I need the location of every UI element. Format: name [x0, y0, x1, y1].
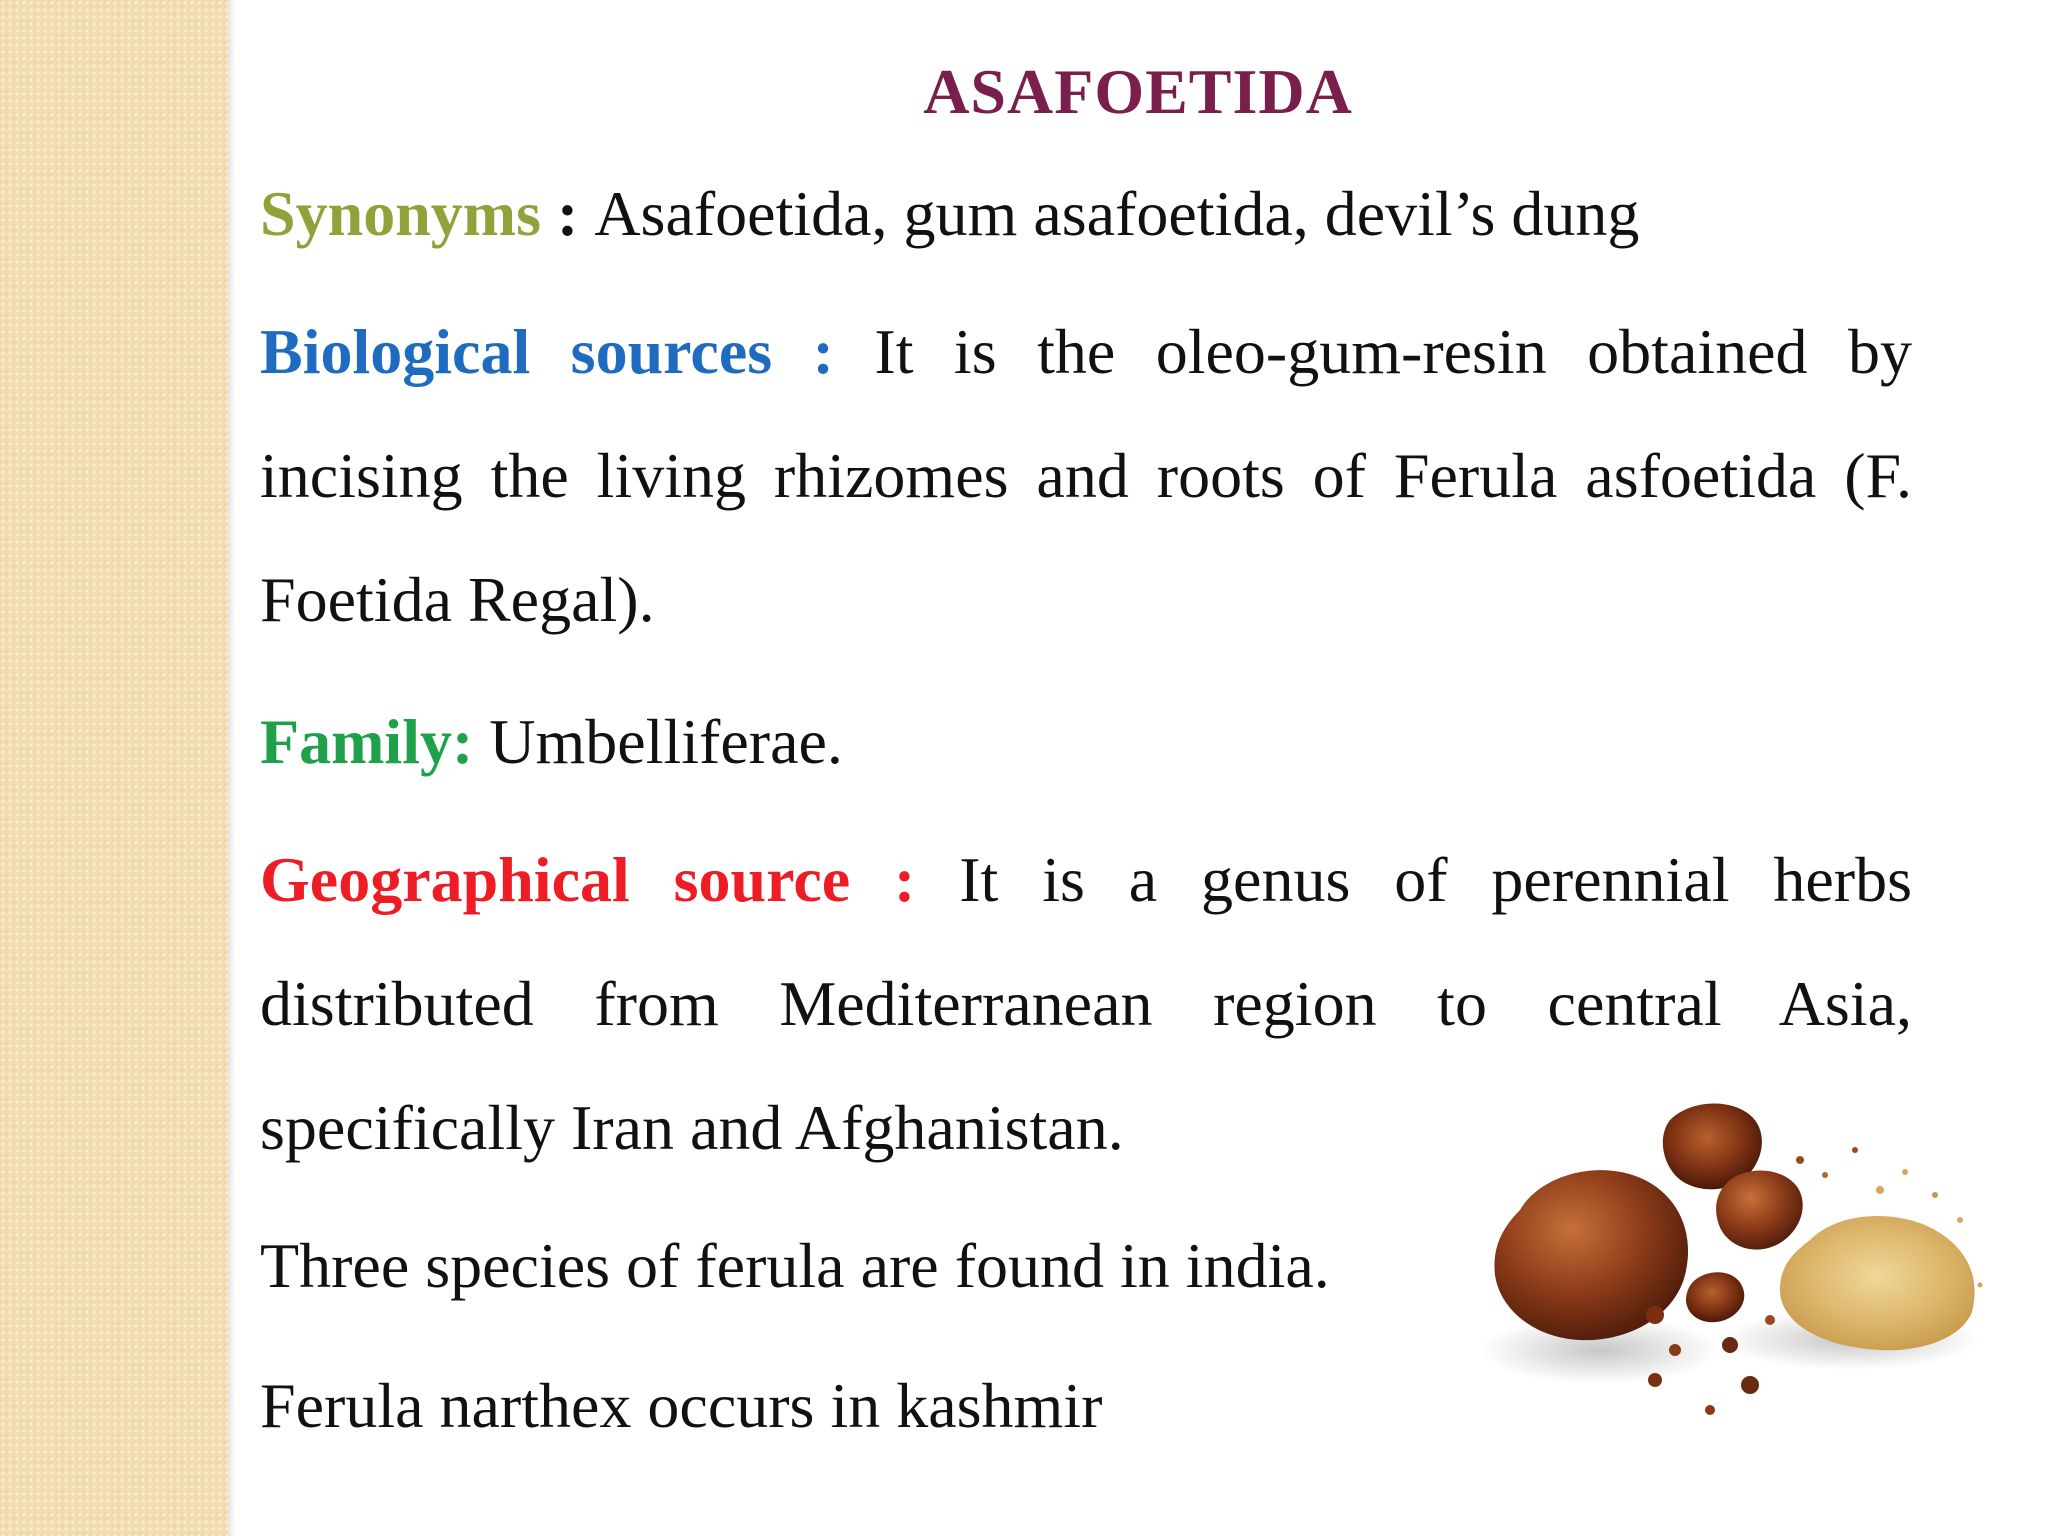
synonyms-paragraph [260, 152, 1912, 276]
powder-heap [1780, 1216, 1975, 1350]
powder-speck [1978, 1283, 1983, 1288]
powder-speck [1957, 1217, 1963, 1223]
resin-crumb [1648, 1373, 1662, 1387]
family-text: Umbelliferae. [473, 706, 843, 777]
slide-title: ASAFOETIDA [923, 56, 1353, 127]
resin-piece-small [1686, 1272, 1744, 1322]
ferula-narthex-line: Ferula narthex occurs in kashmir [260, 1370, 1103, 1441]
synonyms-separator: : [541, 178, 595, 249]
resin-crumb [1796, 1156, 1804, 1164]
synonyms-text: Asafoetida, gum asafoetida, devil’s dung [594, 178, 1640, 249]
three-species-line: Three species of ferula are found in india. [260, 1230, 1330, 1301]
resin-crumb [1852, 1147, 1858, 1153]
resin-crumb [1822, 1172, 1828, 1178]
resin-chunk-middle [1716, 1171, 1803, 1250]
biological-sources-label: Biological sources : [260, 316, 834, 387]
family-paragraph [260, 680, 1912, 804]
resin-crumb [1741, 1376, 1759, 1394]
resin-crumb [1722, 1337, 1738, 1353]
geographical-source-text: It is a genus of perennial herbs distributed from Mediterranean region to central Asia, specifically Iran and Afghanistan. [260, 844, 1913, 1163]
powder-speck [1876, 1186, 1884, 1194]
family-label: Family: [260, 706, 474, 777]
resin-crumb [1646, 1306, 1664, 1324]
biological-sources-text: It is the oleo-gum-resin obtained by incising the living rhizomes and roots of Ferula asfoetida (F. Foetida Regal). [260, 316, 1913, 635]
synonyms-label: Synonyms [260, 178, 541, 249]
asafoetida-image [1480, 1080, 2000, 1500]
resin-crumb [1705, 1405, 1715, 1415]
geographical-source-label: Geographical source : [260, 844, 916, 915]
powder-speck [1932, 1192, 1938, 1198]
resin-crumb [1765, 1315, 1775, 1325]
biological-sources-paragraph [260, 290, 1912, 662]
powder-speck [1902, 1169, 1908, 1175]
resin-crumb [1669, 1344, 1681, 1356]
side-band-shadow [228, 0, 236, 1536]
decorative-side-band [0, 0, 228, 1536]
